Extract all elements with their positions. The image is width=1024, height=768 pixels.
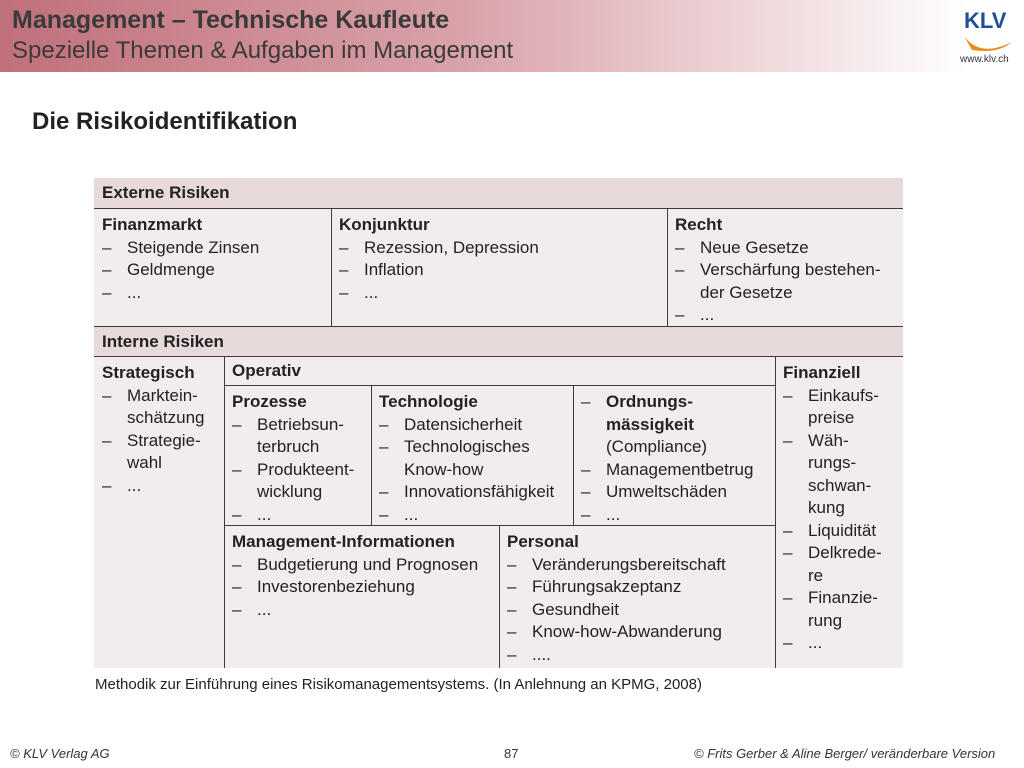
list-item-text: ... xyxy=(404,504,419,524)
externe-label: Externe Risiken xyxy=(102,183,230,202)
technologie-heading: Technologie xyxy=(379,392,478,411)
slide-title: Die Risikoidentifikation xyxy=(32,108,298,135)
mgmtinfo-list xyxy=(232,554,491,622)
list-item xyxy=(581,481,767,504)
list-item-text: ... xyxy=(257,599,272,619)
grid-line xyxy=(94,326,903,327)
footer-authors: © Frits Gerber & Aline Berger/ veränderbare Version xyxy=(694,746,996,761)
dash: – xyxy=(232,577,242,596)
grid-line xyxy=(94,356,903,357)
list-item xyxy=(102,282,323,305)
list-item xyxy=(783,587,895,632)
dash: – xyxy=(232,554,242,574)
dash: – xyxy=(783,520,793,540)
list-item xyxy=(581,504,767,527)
cell-operativ xyxy=(224,356,775,385)
konjunktur-list xyxy=(339,237,659,305)
finanziell-heading: Finanziell xyxy=(783,363,861,382)
ordnung-heading: Ordnungs-mässigkeit xyxy=(606,392,694,434)
list-item-text: ... xyxy=(257,504,272,524)
recht-list xyxy=(675,237,895,327)
list-item-text: Veränderungsbereitschaft xyxy=(532,554,726,574)
grid-line xyxy=(573,385,574,525)
dash: – xyxy=(339,260,349,279)
dash: – xyxy=(507,577,517,596)
interne-label: Interne Risiken xyxy=(102,332,224,351)
interne-band xyxy=(94,327,903,356)
list-item-text: Managementbetrug xyxy=(606,459,754,479)
grid-line xyxy=(331,208,332,326)
list-item-text: Rezession, Depression xyxy=(364,237,539,257)
list-item-text: Umweltschäden xyxy=(606,482,727,501)
list-item-text: ... xyxy=(364,282,379,302)
finanziell-list xyxy=(783,385,895,655)
list-item-text: ... xyxy=(606,504,621,524)
list-item-text: ... xyxy=(127,475,142,495)
list-item xyxy=(507,554,767,577)
list-item-text: Strategie-wahl xyxy=(127,430,201,472)
list-item xyxy=(507,621,767,644)
dash: – xyxy=(379,482,389,501)
dash: – xyxy=(232,599,242,619)
dash: – xyxy=(783,543,793,562)
list-item xyxy=(102,259,323,282)
risk-table xyxy=(94,178,903,668)
list-item xyxy=(675,304,895,327)
dash: – xyxy=(339,237,349,257)
list-item xyxy=(675,237,895,260)
operativ-heading: Operativ xyxy=(232,361,301,380)
grid-line xyxy=(499,525,500,668)
technologie-list xyxy=(379,414,565,527)
list-item xyxy=(102,430,216,475)
list-item-text: Wäh-rungs-schwan-kung xyxy=(808,430,872,517)
dash: – xyxy=(783,588,793,607)
cell-recht xyxy=(667,208,903,326)
list-item-text: Geldmenge xyxy=(127,260,215,279)
mgmtinfo-heading: Management-Informationen xyxy=(232,532,455,551)
dash: – xyxy=(232,504,242,524)
list-item xyxy=(102,385,216,430)
list-item-text: Investorenbeziehung xyxy=(257,577,415,596)
list-item-text: Marktein-schätzung xyxy=(127,385,205,427)
personal-list xyxy=(507,554,767,667)
list-item-text: .... xyxy=(532,644,551,664)
dash: – xyxy=(507,644,517,664)
list-item xyxy=(507,599,767,622)
list-item xyxy=(232,599,491,622)
list-item xyxy=(507,644,767,667)
list-item-text: Produkteent-wicklung xyxy=(257,459,355,501)
strategisch-list xyxy=(102,385,216,498)
cell-finanziell xyxy=(775,356,903,668)
dash: – xyxy=(675,260,685,279)
list-item-text: Verschärfung bestehen-der Gesetze xyxy=(700,260,881,302)
grid-line xyxy=(371,385,372,525)
list-item xyxy=(783,520,895,543)
list-item xyxy=(581,459,767,482)
dash: – xyxy=(581,482,591,501)
dash: – xyxy=(783,430,793,450)
list-item xyxy=(232,504,363,527)
grid-line xyxy=(224,356,225,668)
list-item-text: Liquidität xyxy=(808,520,877,540)
ordnung-list xyxy=(581,459,767,527)
deck-title: Management – Technische Kaufleute xyxy=(12,6,450,34)
dash: – xyxy=(507,554,517,574)
grid-line xyxy=(775,356,776,668)
list-item xyxy=(232,414,363,459)
cell-strategisch xyxy=(94,356,224,668)
dash: – xyxy=(379,504,389,524)
dash: – xyxy=(581,459,591,479)
list-item-text: Know-how-Abwanderung xyxy=(532,622,722,641)
dash: – xyxy=(581,392,591,411)
finanzmarkt-list xyxy=(102,237,323,305)
logo-text: KLV xyxy=(964,8,1007,33)
prozesse-list xyxy=(232,414,363,527)
list-item-text: Datensicherheit xyxy=(404,414,523,434)
list-item xyxy=(379,504,565,527)
dash: – xyxy=(102,282,112,302)
footer-copyright: © KLV Verlag AG xyxy=(10,746,110,761)
dash: – xyxy=(675,305,685,324)
list-item-text: Innovationsfähigkeit xyxy=(404,482,555,501)
dash: – xyxy=(102,430,112,450)
list-item-text: Delkrede-re xyxy=(808,543,882,585)
list-item-text: ... xyxy=(808,633,823,652)
list-item-text: Inflation xyxy=(364,260,424,279)
list-item xyxy=(102,237,323,260)
list-item-text: Führungsakzeptanz xyxy=(532,577,682,596)
table-caption: Methodik zur Einführung eines Risikomanagementsystems. (In Anlehnung an KPMG, 2008) xyxy=(95,676,702,693)
list-item-text: Finanzie-rung xyxy=(808,588,878,630)
ordnung-sub: (Compliance) xyxy=(606,437,708,456)
list-item-text: Betriebsun-terbruch xyxy=(257,414,344,456)
dash: – xyxy=(783,385,793,405)
dash: – xyxy=(339,282,349,302)
dash: – xyxy=(232,414,242,434)
dash: – xyxy=(102,475,112,495)
list-item-text: Budgetierung und Prognosen xyxy=(257,554,479,574)
strategisch-heading: Strategisch xyxy=(102,363,195,382)
dash: – xyxy=(507,622,517,641)
list-item-text: Steigende Zinsen xyxy=(127,237,260,257)
list-item xyxy=(783,430,895,520)
konjunktur-heading: Konjunktur xyxy=(339,215,430,234)
grid-line xyxy=(224,385,775,386)
list-item xyxy=(379,436,565,481)
grid-line xyxy=(667,208,668,326)
prozesse-heading: Prozesse xyxy=(232,392,307,411)
list-item xyxy=(379,414,565,437)
list-item xyxy=(783,542,895,587)
dash: – xyxy=(675,237,685,257)
dash: – xyxy=(379,414,389,434)
finanzmarkt-heading: Finanzmarkt xyxy=(102,215,203,234)
list-item-text: Technologisches Know-how xyxy=(404,437,530,479)
list-item-text: ... xyxy=(127,282,142,302)
list-item xyxy=(102,475,216,498)
grid-line xyxy=(94,208,903,209)
cell-ordnung xyxy=(573,385,775,525)
ordnung-heading-row xyxy=(581,391,767,459)
list-item xyxy=(675,259,895,304)
dash: – xyxy=(783,633,793,652)
cell-personal xyxy=(499,525,775,668)
list-item xyxy=(339,237,659,260)
list-item xyxy=(232,576,491,599)
cell-prozesse xyxy=(224,385,371,525)
cell-konjunktur xyxy=(331,208,667,326)
list-item-text: ... xyxy=(700,305,715,324)
logo-url: www.klv.ch xyxy=(960,54,1009,65)
list-item xyxy=(339,259,659,282)
dash: – xyxy=(232,459,242,479)
list-item xyxy=(232,459,363,504)
list-item xyxy=(379,481,565,504)
externe-band xyxy=(94,178,903,208)
personal-heading: Personal xyxy=(507,532,579,551)
list-item-text: Gesundheit xyxy=(532,599,619,619)
dash: – xyxy=(102,260,112,279)
deck-subtitle: Spezielle Themen & Aufgaben im Management xyxy=(12,37,514,64)
cell-mgmtinfo xyxy=(224,525,499,668)
dash: – xyxy=(102,385,112,405)
dash: – xyxy=(102,237,112,257)
cell-technologie xyxy=(371,385,573,525)
cell-finanzmarkt xyxy=(94,208,331,326)
header-bar xyxy=(0,0,1024,72)
list-item-text: Einkaufs-preise xyxy=(808,385,879,427)
dash: – xyxy=(581,504,591,524)
dash: – xyxy=(507,599,517,619)
list-item xyxy=(232,554,491,577)
page-number: 87 xyxy=(504,746,519,761)
list-item-text: Neue Gesetze xyxy=(700,237,809,257)
list-item xyxy=(783,632,895,655)
recht-heading: Recht xyxy=(675,215,723,234)
list-item xyxy=(339,282,659,305)
dash: – xyxy=(379,437,389,456)
list-item xyxy=(507,576,767,599)
list-item xyxy=(783,385,895,430)
